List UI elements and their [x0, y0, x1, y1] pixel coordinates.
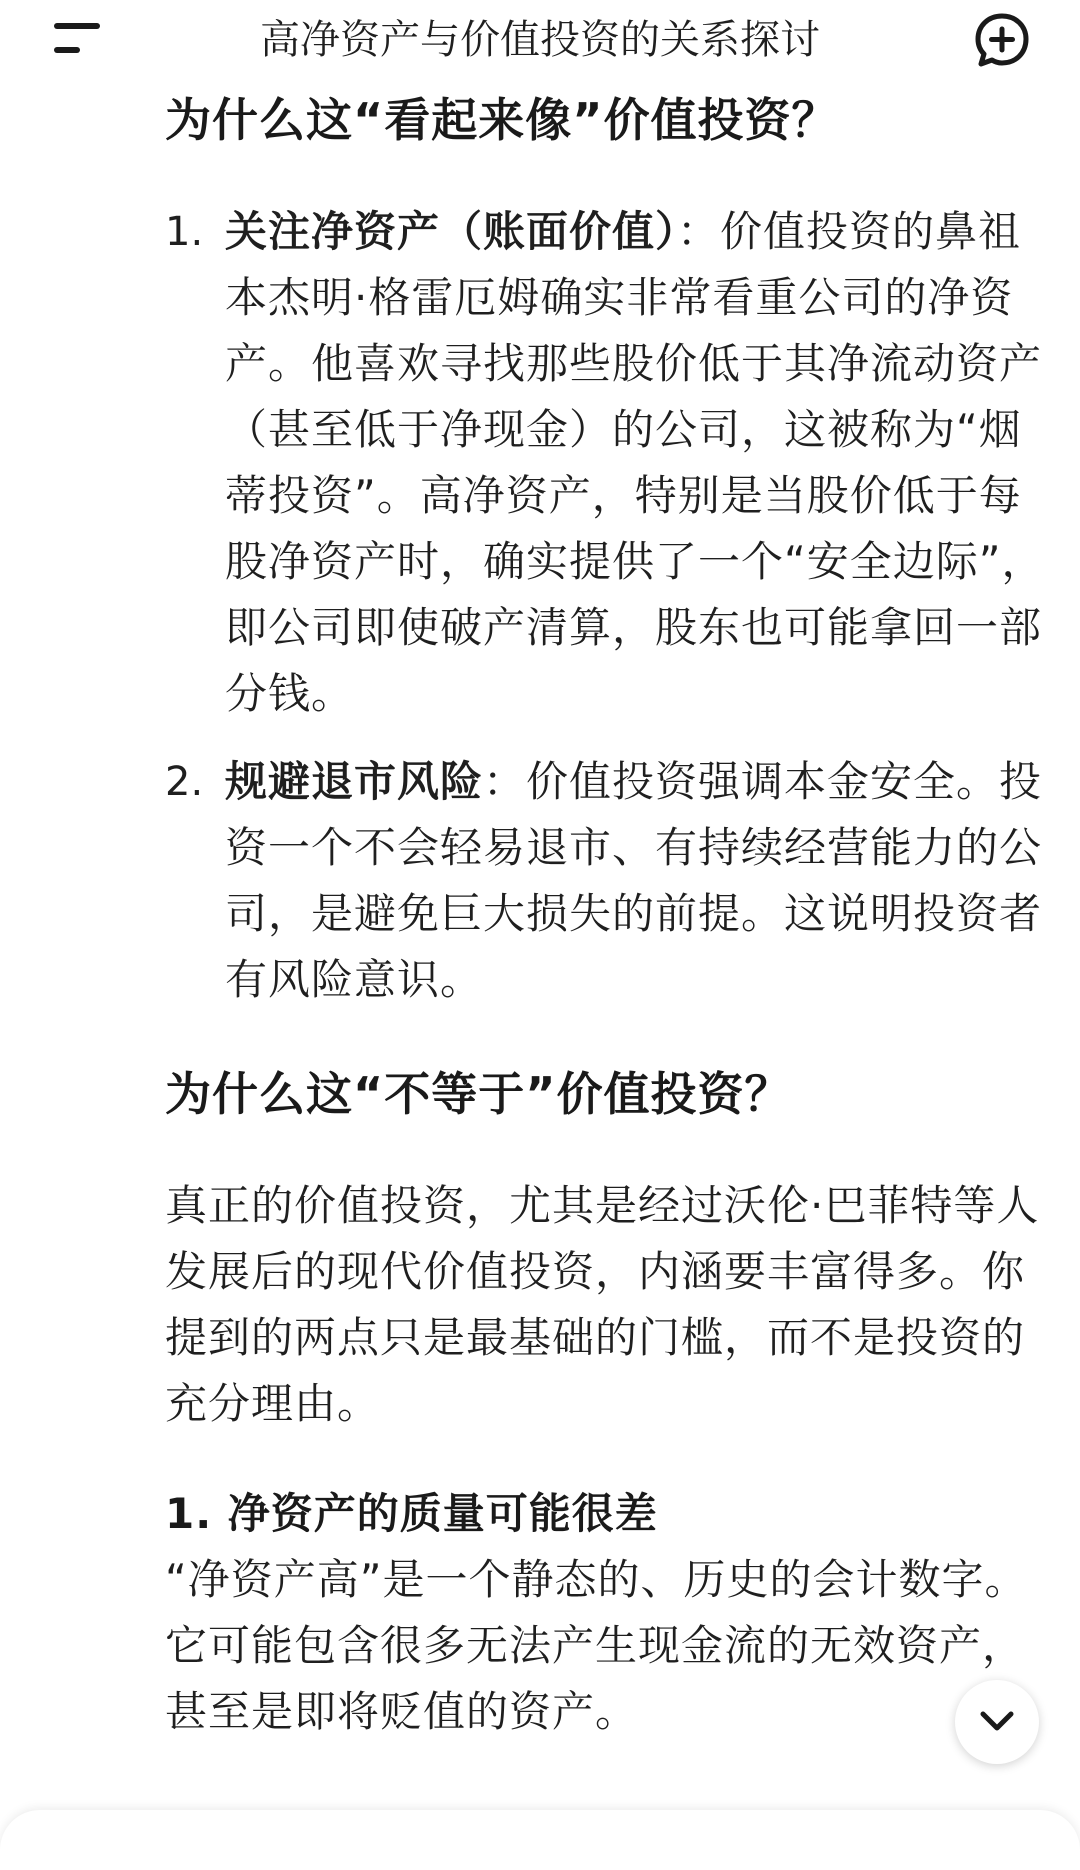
list-item — [165, 199, 1050, 727]
list-item-title: 规避退市风险 — [225, 757, 484, 806]
input-panel-edge — [0, 1810, 1080, 1870]
menu-button[interactable] — [40, 12, 110, 70]
section-heading-looks-like: 为什么这“看起来像”价值投资？ — [165, 93, 839, 147]
reasons-list — [165, 199, 1050, 1013]
list-item-text: ：价值投资的鼻祖本杰明·格雷厄姆确实非常看重公司的净资产。他喜欢寻找那些股价低于其净流动资产（甚至低于净现金）的公司，这被称为“烟蒂投资”。高净资产，特别是当股价低于每股净资产时，确实提供了一个“安全边际”，即公司即使破产清算，股东也可能拿回一部分钱。 — [225, 207, 1045, 718]
menu-icon — [54, 23, 100, 29]
list-number: 1. — [165, 209, 204, 255]
chevron-down-icon — [977, 1704, 1017, 1740]
message-content — [165, 85, 1050, 1745]
new-chat-button[interactable] — [970, 8, 1034, 72]
list-item — [165, 749, 1050, 1013]
list-item-text: ：价值投资强调本金安全。投资一个不会轻易退市、有持续经营能力的公司，是避免巨大损失的前提。这说明投资者有风险意识。 — [225, 757, 1043, 1004]
subheading: 1. 净资产的质量可能很差 — [165, 1489, 658, 1538]
list-item-title: 关注净资产（账面价值） — [225, 207, 678, 256]
scroll-to-bottom-button[interactable] — [955, 1680, 1039, 1764]
conversation-title[interactable]: 高净资产与价值投资的关系探讨 — [260, 17, 820, 63]
top-bar — [0, 0, 1080, 80]
new-chat-icon — [970, 8, 1034, 72]
paragraph: “净资产高”是一个静态的、历史的会计数字。它可能包含很多无法产生现金流的无效资产，甚至是即将贬值的资产。 — [165, 1555, 1028, 1736]
list-number: 2. — [165, 759, 204, 805]
section-heading-not-equal: 为什么这“不等于”价值投资？ — [165, 1067, 792, 1121]
paragraph: 真正的价值投资，尤其是经过沃伦·巴菲特等人发展后的现代价值投资，内涵要丰富得多。你提到的两点只是最基础的门槛，而不是投资的充分理由。 — [165, 1181, 1040, 1428]
